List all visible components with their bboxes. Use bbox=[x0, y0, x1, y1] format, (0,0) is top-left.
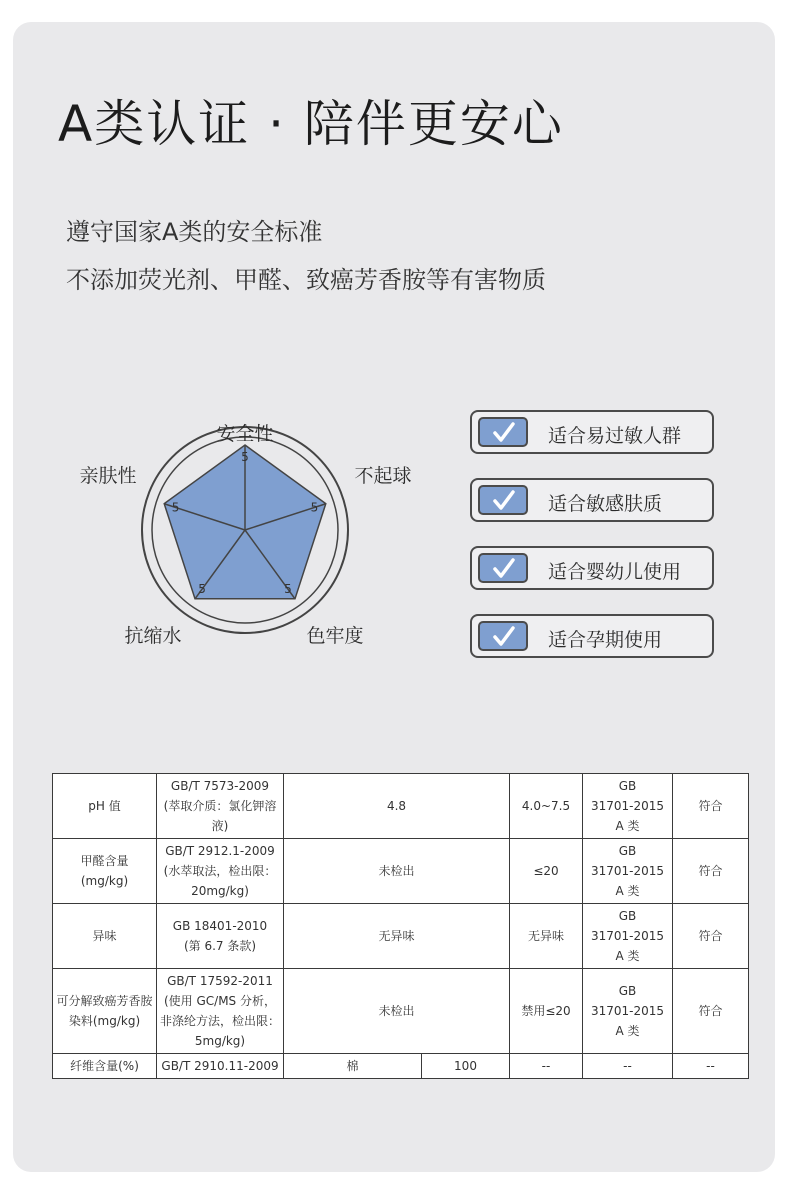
test-results-table bbox=[52, 773, 749, 1079]
cell-verdict: 符合 bbox=[673, 774, 749, 839]
cell-limit: ≤20 bbox=[510, 839, 583, 904]
radar-value-label: 5 bbox=[241, 450, 249, 464]
table-row bbox=[53, 839, 749, 904]
cell-result: 无异味 bbox=[284, 904, 510, 969]
cell-item: 异味 bbox=[53, 904, 157, 969]
cell-item: 甲醛含量 (mg/kg) bbox=[53, 839, 157, 904]
badge-label: 适合敏感肤质 bbox=[548, 493, 663, 515]
cell-method: GB 18401-2010 (第 6.7 条款) bbox=[157, 904, 284, 969]
cell-standard: -- bbox=[583, 1054, 673, 1079]
cell-method: GB/T 2910.11-2009 bbox=[157, 1054, 284, 1079]
cell-method: GB/T 2912.1-2009 (水萃取法，检出限：20mg/kg) bbox=[157, 839, 284, 904]
page-title: A类认证 · 陪伴更安心 bbox=[58, 95, 564, 153]
badge-allergy bbox=[470, 410, 714, 454]
checkmark-icon bbox=[478, 485, 528, 515]
cell-method: GB/T 17592-2011 (使用 GC/MS 分析，非涤纶方法，检出限：5mg/kg) bbox=[157, 969, 284, 1054]
cell-limit: 禁用≤20 bbox=[510, 969, 583, 1054]
radar-chart bbox=[60, 400, 440, 680]
subtitle-line-2: 不添加荧光剂、甲醛、致癌芳香胺等有害物质 bbox=[66, 266, 546, 294]
radar-axis-label: 抗缩水 bbox=[124, 625, 182, 647]
radar-axis-label: 亲肤性 bbox=[79, 465, 137, 487]
cell-standard: GB 31701-2015 A 类 bbox=[583, 969, 673, 1054]
radar-axis-label: 不起球 bbox=[354, 465, 412, 487]
badge-pregnancy bbox=[470, 614, 714, 658]
checkmark-icon bbox=[478, 621, 528, 651]
cell-standard: GB 31701-2015 A 类 bbox=[583, 904, 673, 969]
table-row bbox=[53, 904, 749, 969]
radar-value-label: 5 bbox=[284, 582, 292, 597]
cell-standard: GB 31701-2015 A 类 bbox=[583, 774, 673, 839]
cell-item: 可分解致癌芳香胺染料(mg/kg) bbox=[53, 969, 157, 1054]
table-row-fiber bbox=[53, 1054, 749, 1079]
cell-result: 未检出 bbox=[284, 839, 510, 904]
radar-value-label: 5 bbox=[171, 500, 180, 515]
table-row bbox=[53, 774, 749, 839]
table-row bbox=[53, 969, 749, 1054]
radar-axis-label: 安全性 bbox=[216, 423, 274, 445]
radar-value-label: 5 bbox=[310, 500, 319, 515]
subtitle-line-1: 遵守国家A类的安全标准 bbox=[66, 218, 323, 246]
cell-verdict: -- bbox=[673, 1054, 749, 1079]
radar-axis-label: 色牢度 bbox=[306, 625, 364, 647]
checkmark-icon bbox=[478, 417, 528, 447]
badge-label: 适合易过敏人群 bbox=[548, 425, 682, 447]
radar-value-label: 5 bbox=[198, 582, 206, 597]
cell-component: 棉 bbox=[284, 1054, 422, 1079]
cell-value: 100 bbox=[422, 1054, 510, 1079]
badge-label: 适合婴幼儿使用 bbox=[548, 561, 682, 583]
cell-item: pH 值 bbox=[53, 774, 157, 839]
badge-label: 适合孕期使用 bbox=[548, 629, 663, 651]
cell-limit: 4.0~7.5 bbox=[510, 774, 583, 839]
checkmark-icon bbox=[478, 553, 528, 583]
cell-result: 未检出 bbox=[284, 969, 510, 1054]
cell-limit: 无异味 bbox=[510, 904, 583, 969]
cell-verdict: 符合 bbox=[673, 969, 749, 1054]
cell-result: 4.8 bbox=[284, 774, 510, 839]
cell-verdict: 符合 bbox=[673, 839, 749, 904]
badge-infant bbox=[470, 546, 714, 590]
badge-sensitive-skin bbox=[470, 478, 714, 522]
cell-item: 纤维含量(%) bbox=[53, 1054, 157, 1079]
cell-standard: GB 31701-2015 A 类 bbox=[583, 839, 673, 904]
cell-method: GB/T 7573-2009 (萃取介质：氯化钾溶液) bbox=[157, 774, 284, 839]
cell-limit: -- bbox=[510, 1054, 583, 1079]
cell-verdict: 符合 bbox=[673, 904, 749, 969]
